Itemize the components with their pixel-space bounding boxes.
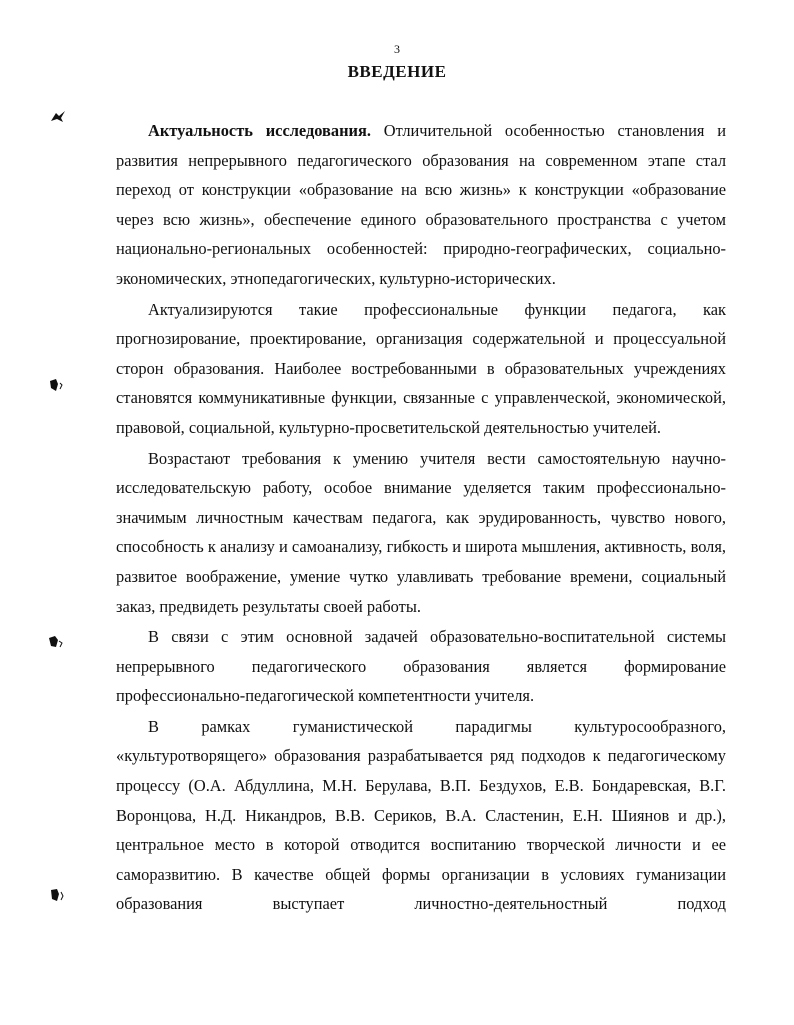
paragraph: В связи с этим основной задачей образовательно-воспитательной системы непрерывного педагогического образования является формирование профессионально-педагогической компетентности учителя. (116, 627, 726, 706)
scan-mark-icon (50, 110, 66, 124)
scan-mark-icon (48, 378, 64, 392)
page-number: 3 (394, 42, 400, 56)
scan-mark-icon (48, 635, 64, 649)
paragraph: Актуализируются такие профессиональные функции педагога, как прогнозирование, проектирование, организация содержательной и процессуальной сторон образования. Наиболее востребованными в образовательных учреждениях становятся коммуникативные функции, связанные с управленческой, экономической, правовой, социальной, культурно-просветительской деятельностью учителей. (116, 299, 726, 437)
paragraph: В рамках гуманистической парадигмы культуросообразного, «культуротворящего» образования разрабатывается ряд подходов к педагогическому процессу (О.А. Абдуллина, М.Н. Берулава, В.П. Бездухов, Е.В. Бондаревская, В.Г. Воронцова, Н.Д. Никандров, В.В. Сериков, В.А. Сластенин, Е.Н. Шиянов и др.), центральное место в которой отводится воспитанию творческой личности и ее саморазвитию. В качестве общей формы организации в условиях гуманизации образования выступает личностно-деятельностный подход (116, 716, 726, 914)
paragraph-relevance (116, 116, 726, 294)
scan-mark-icon (49, 888, 65, 902)
paragraph-text: Отличительной особенностью становления и развития непрерывного педагогического образования на современном этапе стал переход от конструкции «образование на всю жизнь» к конструкции «образование через всю жизнь», обеспечение единого образовательного пространства с учетом национально-региональных особенностей: природно-географических, социально-экономических, этнопедагогических, культурно-исторических. (116, 121, 726, 288)
paragraph: Возрастают требования к умению учителя вести самостоятельную научно-исследовательскую работу, особое внимание уделяется таким профессионально-значимым личностным качествам педагога, как эрудированность, чувство нового, способность к анализу и самоанализу, гибкость и широта мышления, активность, воля, развитое воображение, умение чутко улавливать требование времени, социальный заказ, предвидеть результаты своей работы. (116, 448, 726, 616)
page-title: ВВЕДЕНИЕ (347, 62, 447, 81)
body-text (116, 116, 726, 919)
paragraph-lead: Актуальность исследования. (148, 121, 371, 140)
